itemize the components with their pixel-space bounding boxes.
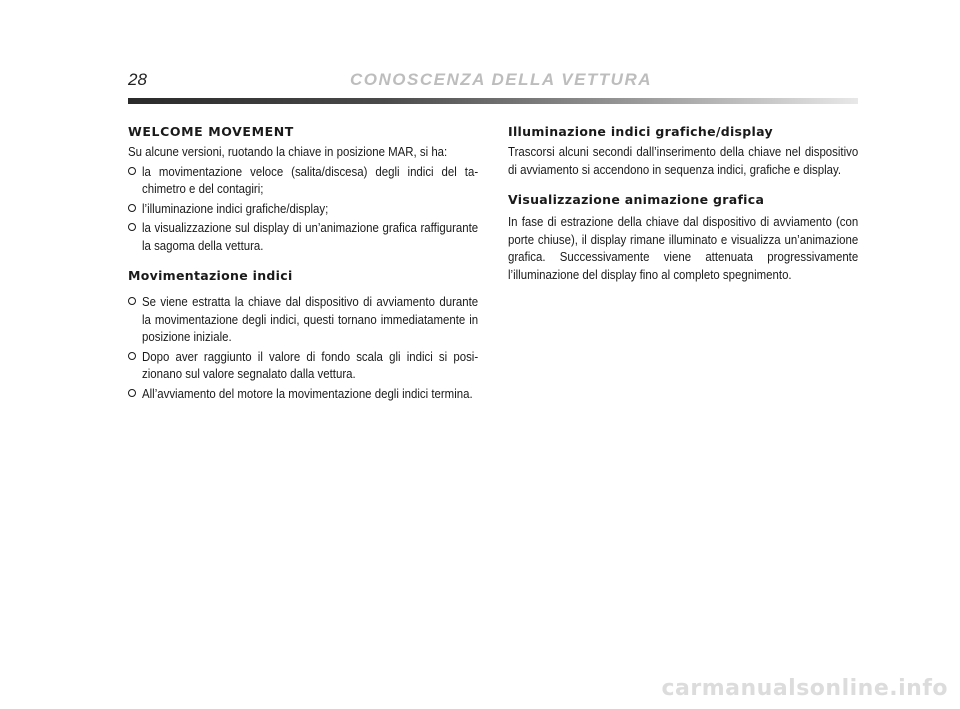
list-item-text: l’illuminazione indici grafiche/display; bbox=[142, 200, 329, 216]
section-title-welcome-movement: WELCOME MOVEMENT bbox=[128, 124, 294, 139]
circle-bullet-icon bbox=[128, 204, 136, 212]
list-item-text: la visualizzazione sul display di un’animazione grafica raffigurante la sagoma della vettura. bbox=[142, 220, 479, 253]
section-title-visualizzazione: Visualizzazione animazione grafica bbox=[508, 192, 765, 207]
list-item bbox=[128, 385, 478, 403]
list-item-text: la movimentazione veloce (salita/discesa) degli indici del tachimetro e del contagiri; bbox=[142, 163, 479, 196]
circle-bullet-icon bbox=[128, 223, 136, 231]
circle-bullet-icon bbox=[128, 167, 136, 175]
list-item bbox=[128, 200, 478, 218]
list-item bbox=[128, 163, 478, 198]
feature-list bbox=[128, 163, 478, 255]
circle-bullet-icon bbox=[128, 352, 136, 360]
movement-list bbox=[128, 293, 478, 402]
visualizzazione-text: In fase di estrazione della chiave dal dispositivo di avviamento (con porte chiuse), il display rimane illuminato e visualizza un’animazione grafica. Successivamente viene attenuata progressivamente l’illuminazione del display fino al completo spegnimento. bbox=[508, 214, 859, 282]
list-item bbox=[128, 219, 478, 254]
page-number: 28 bbox=[128, 70, 147, 89]
header-rule bbox=[128, 98, 858, 104]
list-item-text: Se viene estratta la chiave dal dispositivo di avviamento durante la movimentazione degli indici, questi tornano immediatamente in posizione iniziale. bbox=[142, 294, 479, 344]
circle-bullet-icon bbox=[128, 297, 136, 305]
section-title-movimentazione-indici: Movimentazione indici bbox=[128, 268, 293, 283]
illuminazione-text: Trascorsi alcuni secondi dall’inserimento della chiave nel dispositivo di avviamento si accendono in sequenza indici, grafiche e display. bbox=[508, 144, 859, 177]
section-title-illuminazione: Illuminazione indici grafiche/display bbox=[508, 124, 773, 139]
left-column bbox=[128, 124, 478, 404]
list-item-text: All’avviamento del motore la movimentazione degli indici termina. bbox=[142, 385, 473, 401]
running-title: CONOSCENZA DELLA VETTURA bbox=[350, 70, 653, 89]
list-item bbox=[128, 293, 478, 346]
right-column bbox=[508, 124, 858, 283]
circle-bullet-icon bbox=[128, 389, 136, 397]
intro-text: Su alcune versioni, ruotando la chiave in posizione MAR, si ha: bbox=[128, 144, 448, 159]
list-item bbox=[128, 348, 478, 383]
watermark: carmanualsonline.info bbox=[661, 676, 948, 701]
list-item-text: Dopo aver raggiunto il valore di fondo scala gli indici si posizionano sul valore segnalato dalla vettura. bbox=[142, 348, 479, 381]
